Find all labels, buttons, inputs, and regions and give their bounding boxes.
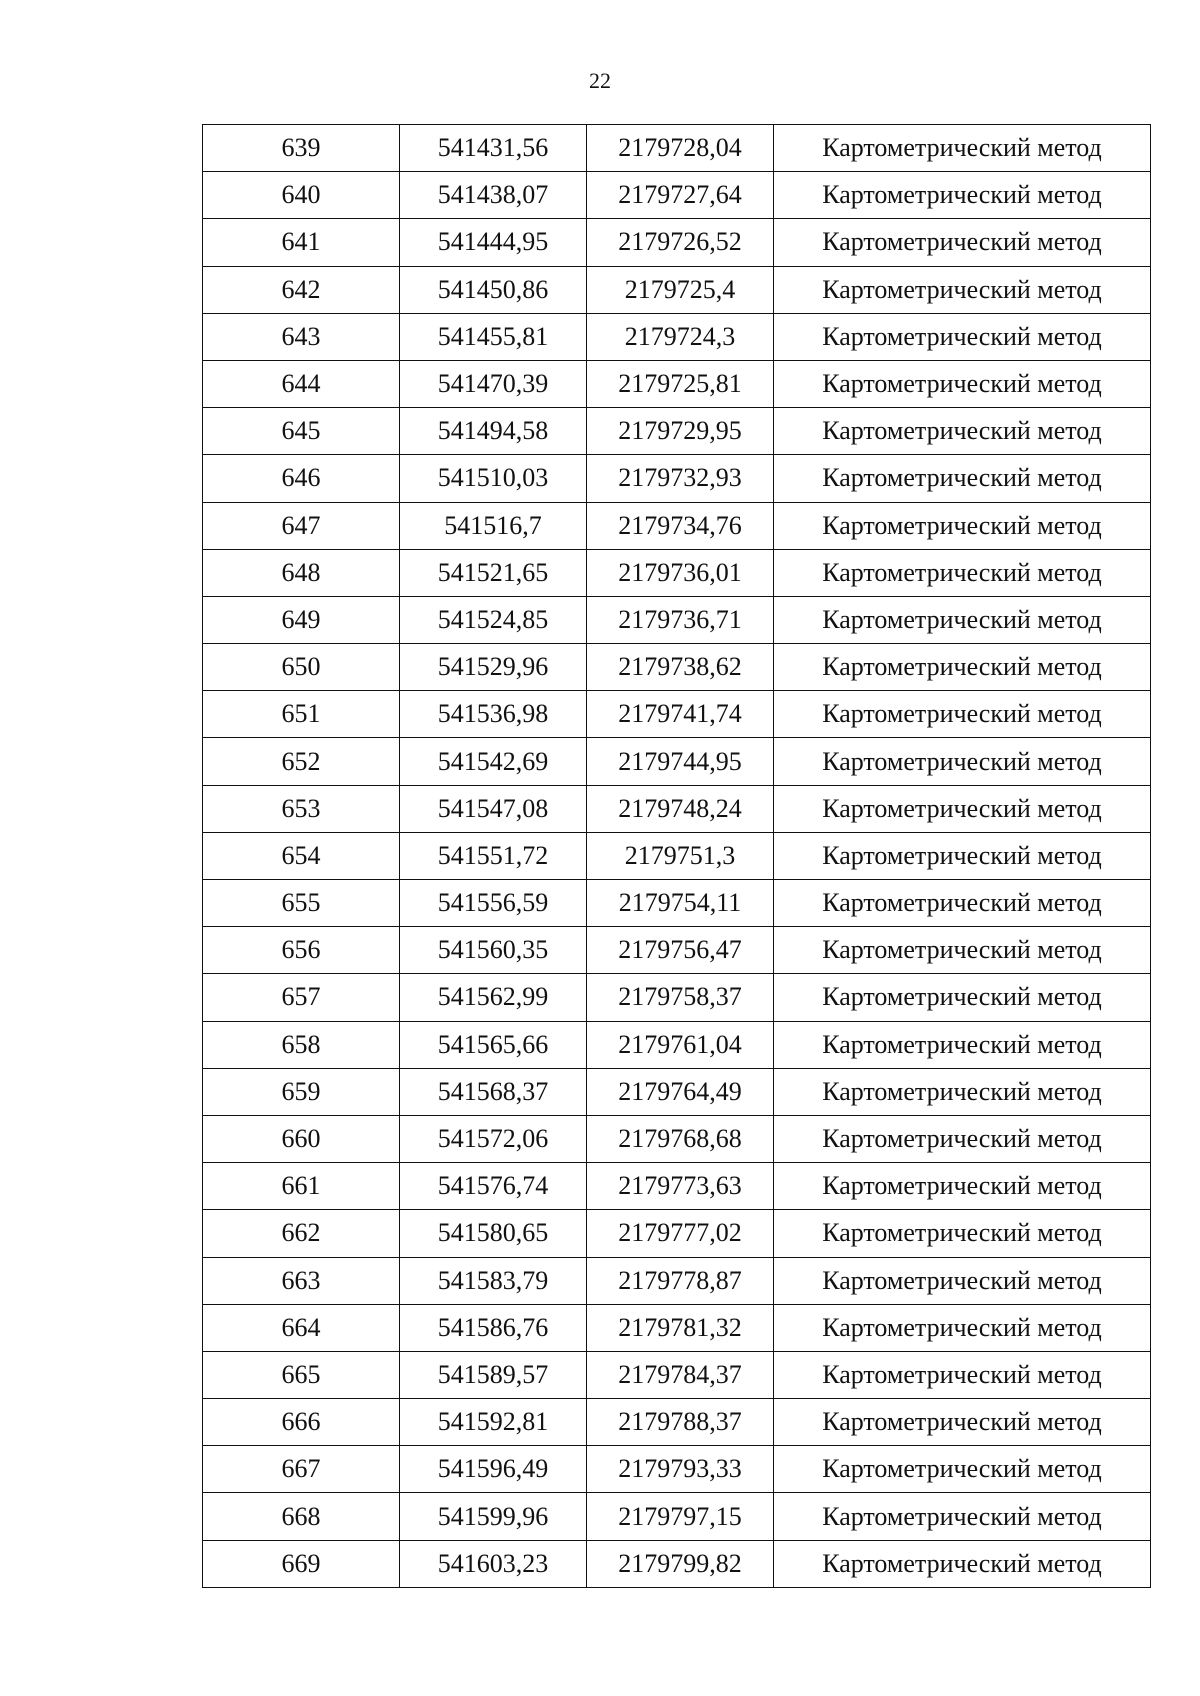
point-number-cell: 647: [203, 502, 400, 549]
y-coordinate-cell: 2179727,64: [587, 172, 774, 219]
method-cell: Картометрический метод: [774, 360, 1151, 407]
point-number-cell: 666: [203, 1399, 400, 1446]
method-cell: Картометрический метод: [774, 1210, 1151, 1257]
point-number-cell: 652: [203, 738, 400, 785]
table-row: [203, 502, 1151, 549]
y-coordinate-cell: 2179725,4: [587, 266, 774, 313]
table-row: [203, 1115, 1151, 1162]
x-coordinate-cell: 541580,65: [400, 1210, 587, 1257]
point-number-cell: 639: [203, 125, 400, 172]
point-number-cell: 648: [203, 549, 400, 596]
point-number-cell: 655: [203, 880, 400, 927]
x-coordinate-cell: 541524,85: [400, 596, 587, 643]
method-cell: Картометрический метод: [774, 266, 1151, 313]
table-row: [203, 738, 1151, 785]
x-coordinate-cell: 541576,74: [400, 1163, 587, 1210]
method-cell: Картометрический метод: [774, 738, 1151, 785]
point-number-cell: 669: [203, 1540, 400, 1587]
y-coordinate-cell: 2179734,76: [587, 502, 774, 549]
y-coordinate-cell: 2179729,95: [587, 408, 774, 455]
x-coordinate-cell: 541494,58: [400, 408, 587, 455]
point-number-cell: 651: [203, 691, 400, 738]
table-row: [203, 1399, 1151, 1446]
method-cell: Картометрический метод: [774, 974, 1151, 1021]
table-row: [203, 1210, 1151, 1257]
x-coordinate-cell: 541547,08: [400, 785, 587, 832]
x-coordinate-cell: 541599,96: [400, 1493, 587, 1540]
point-number-cell: 656: [203, 927, 400, 974]
y-coordinate-cell: 2179748,24: [587, 785, 774, 832]
point-number-cell: 657: [203, 974, 400, 1021]
method-cell: Картометрический метод: [774, 408, 1151, 455]
point-number-cell: 660: [203, 1115, 400, 1162]
y-coordinate-cell: 2179726,52: [587, 219, 774, 266]
y-coordinate-cell: 2179777,02: [587, 1210, 774, 1257]
y-coordinate-cell: 2179732,93: [587, 455, 774, 502]
y-coordinate-cell: 2179754,11: [587, 880, 774, 927]
point-number-cell: 640: [203, 172, 400, 219]
x-coordinate-cell: 541551,72: [400, 832, 587, 879]
table-row: [203, 1304, 1151, 1351]
x-coordinate-cell: 541568,37: [400, 1068, 587, 1115]
x-coordinate-cell: 541536,98: [400, 691, 587, 738]
x-coordinate-cell: 541431,56: [400, 125, 587, 172]
x-coordinate-cell: 541470,39: [400, 360, 587, 407]
point-number-cell: 643: [203, 313, 400, 360]
x-coordinate-cell: 541589,57: [400, 1351, 587, 1398]
point-number-cell: 644: [203, 360, 400, 407]
point-number-cell: 661: [203, 1163, 400, 1210]
table-row: [203, 1493, 1151, 1540]
table-row: [203, 455, 1151, 502]
y-coordinate-cell: 2179773,63: [587, 1163, 774, 1210]
x-coordinate-cell: 541529,96: [400, 644, 587, 691]
y-coordinate-cell: 2179738,62: [587, 644, 774, 691]
y-coordinate-cell: 2179761,04: [587, 1021, 774, 1068]
point-number-cell: 654: [203, 832, 400, 879]
point-number-cell: 667: [203, 1446, 400, 1493]
x-coordinate-cell: 541565,66: [400, 1021, 587, 1068]
y-coordinate-cell: 2179724,3: [587, 313, 774, 360]
x-coordinate-cell: 541592,81: [400, 1399, 587, 1446]
table-row: [203, 266, 1151, 313]
point-number-cell: 668: [203, 1493, 400, 1540]
table-row: [203, 313, 1151, 360]
table-row: [203, 549, 1151, 596]
method-cell: Картометрический метод: [774, 549, 1151, 596]
method-cell: Картометрический метод: [774, 125, 1151, 172]
y-coordinate-cell: 2179741,74: [587, 691, 774, 738]
y-coordinate-cell: 2179728,04: [587, 125, 774, 172]
y-coordinate-cell: 2179768,68: [587, 1115, 774, 1162]
x-coordinate-cell: 541521,65: [400, 549, 587, 596]
point-number-cell: 653: [203, 785, 400, 832]
method-cell: Картометрический метод: [774, 172, 1151, 219]
y-coordinate-cell: 2179778,87: [587, 1257, 774, 1304]
point-number-cell: 658: [203, 1021, 400, 1068]
point-number-cell: 663: [203, 1257, 400, 1304]
table-row: [203, 1446, 1151, 1493]
method-cell: Картометрический метод: [774, 691, 1151, 738]
x-coordinate-cell: 541596,49: [400, 1446, 587, 1493]
x-coordinate-cell: 541510,03: [400, 455, 587, 502]
method-cell: Картометрический метод: [774, 1399, 1151, 1446]
table-row: [203, 927, 1151, 974]
x-coordinate-cell: 541586,76: [400, 1304, 587, 1351]
method-cell: Картометрический метод: [774, 785, 1151, 832]
table-row: [203, 832, 1151, 879]
table-row: [203, 691, 1151, 738]
table-row: [203, 172, 1151, 219]
x-coordinate-cell: 541450,86: [400, 266, 587, 313]
y-coordinate-cell: 2179756,47: [587, 927, 774, 974]
y-coordinate-cell: 2179758,37: [587, 974, 774, 1021]
method-cell: Картометрический метод: [774, 1351, 1151, 1398]
table-row: [203, 408, 1151, 455]
method-cell: Картометрический метод: [774, 219, 1151, 266]
table-row: [203, 1021, 1151, 1068]
table-row: [203, 974, 1151, 1021]
method-cell: Картометрический метод: [774, 596, 1151, 643]
table-row: [203, 1068, 1151, 1115]
table-row: [203, 1540, 1151, 1587]
y-coordinate-cell: 2179799,82: [587, 1540, 774, 1587]
point-number-cell: 659: [203, 1068, 400, 1115]
method-cell: Картометрический метод: [774, 1163, 1151, 1210]
table-row: [203, 219, 1151, 266]
method-cell: Картометрический метод: [774, 832, 1151, 879]
table-row: [203, 644, 1151, 691]
coordinates-table-body: [203, 125, 1151, 1588]
x-coordinate-cell: 541572,06: [400, 1115, 587, 1162]
y-coordinate-cell: 2179736,71: [587, 596, 774, 643]
table-row: [203, 880, 1151, 927]
table-row: [203, 125, 1151, 172]
y-coordinate-cell: 2179736,01: [587, 549, 774, 596]
table-row: [203, 1351, 1151, 1398]
y-coordinate-cell: 2179764,49: [587, 1068, 774, 1115]
method-cell: Картометрический метод: [774, 880, 1151, 927]
point-number-cell: 642: [203, 266, 400, 313]
x-coordinate-cell: 541516,7: [400, 502, 587, 549]
y-coordinate-cell: 2179793,33: [587, 1446, 774, 1493]
page-number: 22: [589, 68, 611, 93]
point-number-cell: 646: [203, 455, 400, 502]
y-coordinate-cell: 2179744,95: [587, 738, 774, 785]
point-number-cell: 665: [203, 1351, 400, 1398]
x-coordinate-cell: 541444,95: [400, 219, 587, 266]
x-coordinate-cell: 541603,23: [400, 1540, 587, 1587]
point-number-cell: 662: [203, 1210, 400, 1257]
point-number-cell: 641: [203, 219, 400, 266]
method-cell: Картометрический метод: [774, 927, 1151, 974]
method-cell: Картометрический метод: [774, 1068, 1151, 1115]
method-cell: Картометрический метод: [774, 502, 1151, 549]
x-coordinate-cell: 541583,79: [400, 1257, 587, 1304]
x-coordinate-cell: 541542,69: [400, 738, 587, 785]
y-coordinate-cell: 2179788,37: [587, 1399, 774, 1446]
method-cell: Картометрический метод: [774, 1257, 1151, 1304]
method-cell: Картометрический метод: [774, 1540, 1151, 1587]
method-cell: Картометрический метод: [774, 1493, 1151, 1540]
method-cell: Картометрический метод: [774, 1021, 1151, 1068]
coordinates-table: [202, 124, 1151, 1588]
y-coordinate-cell: 2179751,3: [587, 832, 774, 879]
x-coordinate-cell: 541560,35: [400, 927, 587, 974]
point-number-cell: 649: [203, 596, 400, 643]
table-row: [203, 785, 1151, 832]
y-coordinate-cell: 2179725,81: [587, 360, 774, 407]
x-coordinate-cell: 541438,07: [400, 172, 587, 219]
table-row: [203, 1163, 1151, 1210]
table-row: [203, 360, 1151, 407]
x-coordinate-cell: 541556,59: [400, 880, 587, 927]
point-number-cell: 664: [203, 1304, 400, 1351]
method-cell: Картометрический метод: [774, 313, 1151, 360]
x-coordinate-cell: 541562,99: [400, 974, 587, 1021]
table-row: [203, 596, 1151, 643]
point-number-cell: 650: [203, 644, 400, 691]
point-number-cell: 645: [203, 408, 400, 455]
y-coordinate-cell: 2179797,15: [587, 1493, 774, 1540]
method-cell: Картометрический метод: [774, 644, 1151, 691]
method-cell: Картометрический метод: [774, 1446, 1151, 1493]
y-coordinate-cell: 2179781,32: [587, 1304, 774, 1351]
table-row: [203, 1257, 1151, 1304]
y-coordinate-cell: 2179784,37: [587, 1351, 774, 1398]
method-cell: Картометрический метод: [774, 1304, 1151, 1351]
method-cell: Картометрический метод: [774, 1115, 1151, 1162]
method-cell: Картометрический метод: [774, 455, 1151, 502]
x-coordinate-cell: 541455,81: [400, 313, 587, 360]
